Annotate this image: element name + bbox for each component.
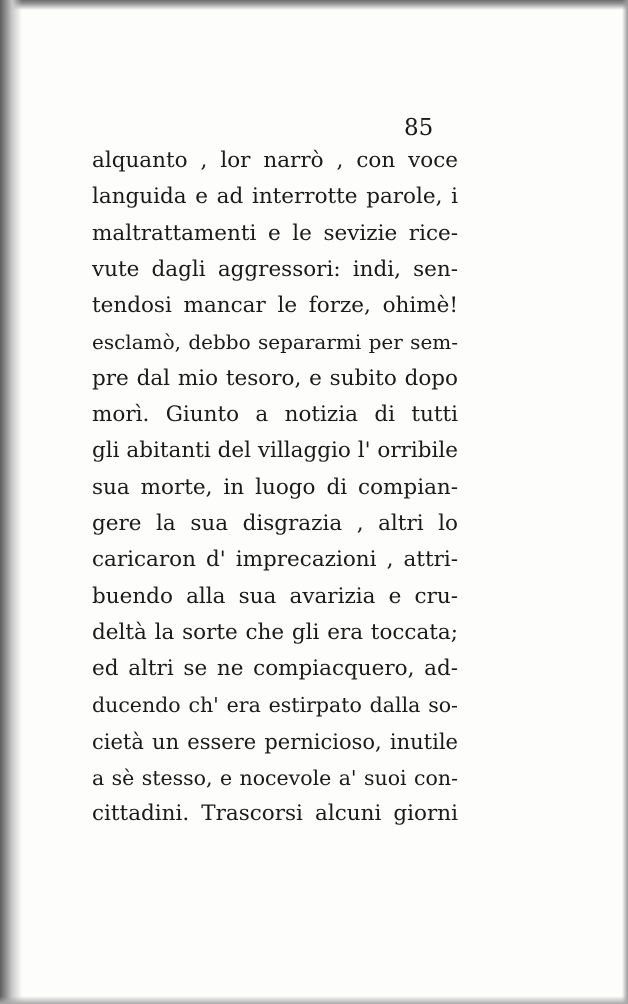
text-line: cietà un essere pernicioso, inutile — [92, 729, 458, 754]
page-number: 85 — [404, 115, 434, 141]
text-line: languida e ad interrotte parole, i — [92, 184, 458, 210]
text-line: gere la sua disgrazia , altri lo — [92, 510, 458, 536]
text-line: sua morte, in luogo di compian- — [92, 474, 458, 500]
text-line: vute dagli aggressori: indi, sen- — [92, 256, 458, 282]
body-text — [92, 143, 458, 833]
scan-binding-shadow — [0, 0, 22, 1004]
text-line: gli abitanti del villaggio l' orribile — [92, 438, 458, 464]
text-line: deltà la sorte che gli era toccata; — [92, 619, 458, 645]
text-line: maltrattamenti e le sevizie rice- — [92, 220, 458, 246]
scan-right-edge — [622, 0, 628, 1004]
text-line: caricaron d' imprecazioni , attri- — [92, 547, 458, 573]
text-line: buendo alla sua avarizia e cru- — [92, 583, 458, 609]
text-line: morì. Giunto a notizia di tutti — [92, 402, 458, 428]
text-line: ducendo ch' era estirpato dalla so- — [92, 693, 458, 718]
text-line: cittadini. Trascorsi alcuni giorni — [92, 801, 458, 827]
text-line: a sè stesso, e nocevole a' suoi con- — [92, 766, 458, 791]
text-line: ed altri se ne compiacquero, ad- — [92, 656, 458, 682]
scan-top-edge — [0, 0, 628, 10]
scan-bottom-edge — [0, 996, 628, 1004]
text-line: esclamò, debbo separarmi per sem- — [92, 330, 458, 355]
text-line: pre dal mio tesoro, e subito dopo — [92, 365, 458, 391]
text-line: tendosi mancar le forze, ohimè! — [92, 293, 458, 319]
text-line: alquanto , lor narrò , con voce — [92, 148, 458, 173]
